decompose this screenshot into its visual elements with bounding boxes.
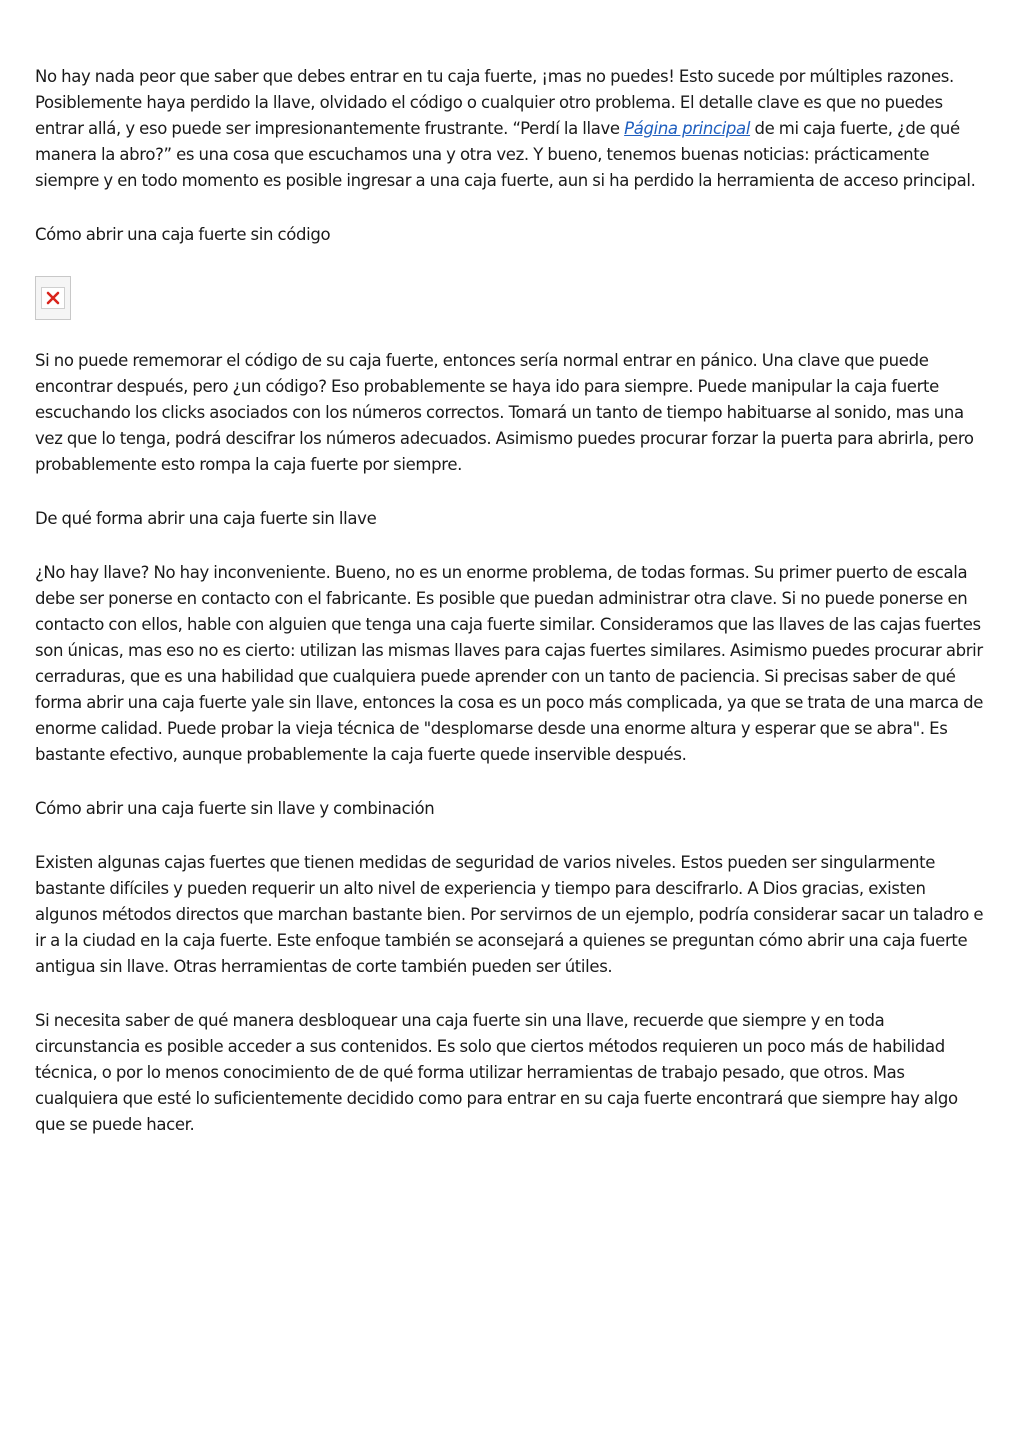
intro-text-end: de mi caja fuerte, ¿de qué manera la abro?” es una cosa que escuchamos una y otra vez. Y bueno, tenemos buenas noticias: prácticamente siempre y en todo momento es posible ingresar a una caja fuerte, aun si ha perdido la herramienta de acceso principal.	[35, 119, 976, 190]
pagina-principal-link[interactable]: Página principal	[624, 119, 751, 138]
heading-sin-llave-combinacion: Cómo abrir una caja fuerte sin llave y combinación	[35, 799, 435, 818]
heading-sin-codigo: Cómo abrir una caja fuerte sin código	[35, 225, 331, 244]
heading-sin-llave: De qué forma abrir una caja fuerte sin llave	[35, 509, 377, 528]
paragraph-sin-codigo: Si no puede rememorar el código de su caja fuerte, entonces sería normal entrar en pánico. Una clave que puede encontrar después, pero ¿un código? Eso probablemente se haya ido para siempre. Puede manipular la caja fuerte escuchando los clicks asociados con los números correctos. Tomará un tanto de tiempo habituarse al sonido, mas una vez que lo tenga, podrá descifrar los números adecuados. Asimismo puedes procurar forzar la puerta para abrirla, pero probablemente esto rompa la caja fuerte por siempre.	[35, 351, 974, 474]
intro-text-start: No hay nada peor que saber que debes entrar en tu caja fuerte, ¡mas no puedes! Esto sucede por múltiples razones. Posiblemente haya perdido la llave, olvidado el código o cualquier otro problema. El detalle clave es que no puedes entrar allá, y eso puede ser impresionantemente frustrante. “Perdí la llave	[35, 67, 954, 138]
intro-paragraph	[35, 64, 990, 194]
article	[35, 64, 990, 1138]
paragraph-sin-llave: ¿No hay llave? No hay inconveniente. Bueno, no es un enorme problema, de todas formas. Su primer puerto de escala debe ser ponerse en contacto con el fabricante. Es posible que puedan administrar otra clave. Si no puede ponerse en contacto con ellos, hable con alguien que tenga una caja fuerte similar. Consideramos que las llaves de las cajas fuertes son únicas, mas eso no es cierto: utilizan las mismas llaves para cajas fuertes similares. Asimismo puedes procurar abrir cerraduras, que es una habilidad que cualquiera puede aprender con un tanto de paciencia. Si precisas saber de qué forma abrir una caja fuerte yale sin llave, entonces la cosa es un poco más complicada, ya que se trata de una marca de enorme calidad. Puede probar la vieja técnica de "desplomarse desde una enorme altura y esperar que se abra". Es bastante efectivo, aunque probablemente la caja fuerte quede inservible después.	[35, 563, 984, 764]
broken-image-frame	[41, 287, 65, 309]
paragraph-sin-llave-combinacion: Existen algunas cajas fuertes que tienen medidas de seguridad de varios niveles. Estos pueden ser singularmente bastante difíciles y pueden requerir un alto nivel de experiencia y tiempo para descifrarlo. A Dios gracias, existen algunos métodos directos que marchan bastante bien. Por servirnos de un ejemplo, podría considerar sacar un taladro e ir a la ciudad en la caja fuerte. Este enfoque también se aconsejará a quienes se preguntan cómo abrir una caja fuerte antigua sin llave. Otras herramientas de corte también pueden ser útiles.	[35, 853, 984, 976]
broken-image-icon	[35, 276, 71, 320]
red-x-icon	[45, 290, 61, 306]
paragraph-conclusion: Si necesita saber de qué manera desbloquear una caja fuerte sin una llave, recuerde que siempre y en toda circunstancia es posible acceder a sus contenidos. Es solo que ciertos métodos requieren un poco más de habilidad técnica, o por lo menos conocimiento de de qué forma utilizar herramientas de trabajo pesado, que otros. Mas cualquiera que esté lo suficientemente decidido como para entrar en su caja fuerte encontrará que siempre hay algo que se puede hacer.	[35, 1011, 958, 1134]
